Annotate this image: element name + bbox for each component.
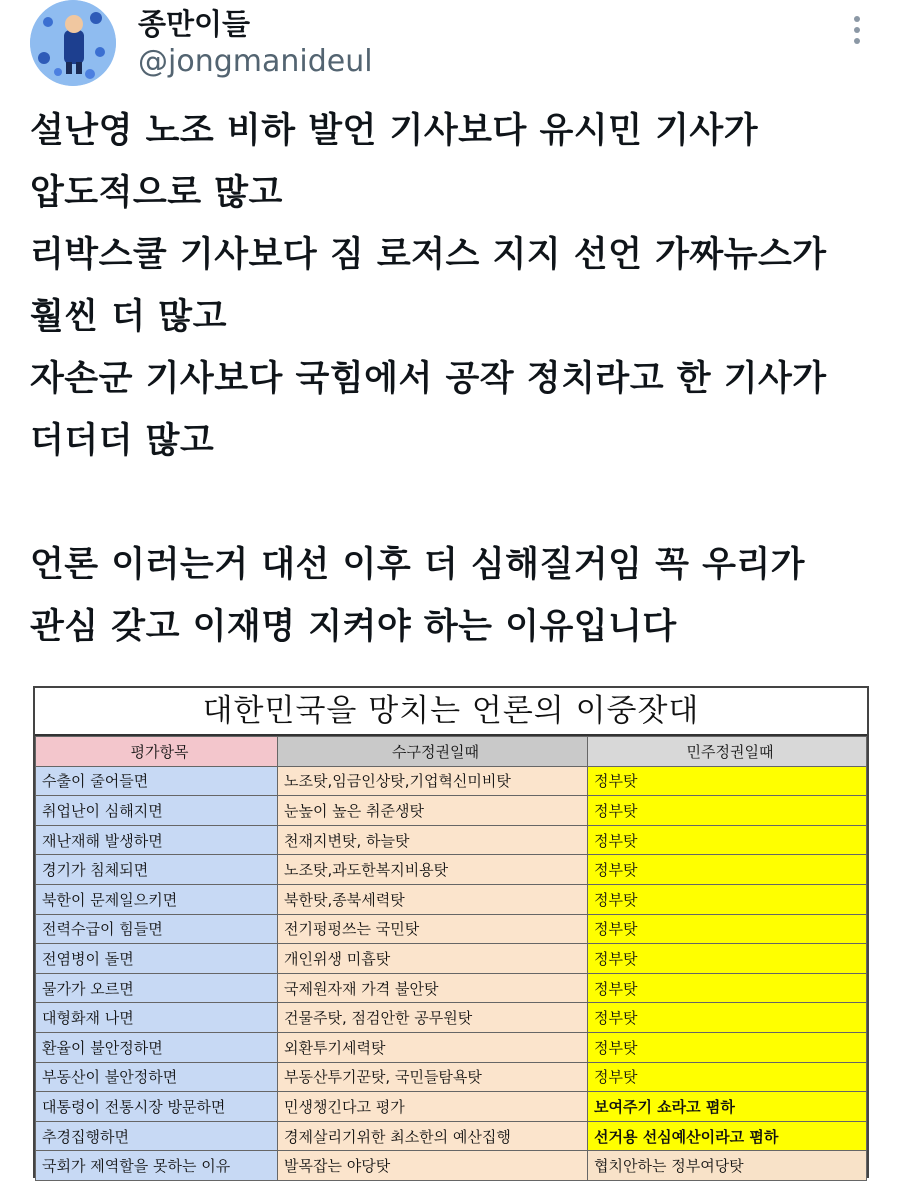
- conservative-cell: 민생챙긴다고 평가: [278, 1092, 588, 1122]
- criteria-cell: 대통령이 전통시장 방문하면: [36, 1092, 278, 1122]
- democratic-cell: 정부탓: [588, 855, 867, 885]
- democratic-cell: 정부탓: [588, 973, 867, 1003]
- tweet-line: 훨씬 더 많고: [30, 297, 227, 337]
- conservative-cell: 건물주탓, 점검안한 공무원탓: [278, 1003, 588, 1033]
- conservative-cell: 천재지변탓, 하늘탓: [278, 825, 588, 855]
- tweet-line: 언론 이러는거 대선 이후 더 심해질거임 꼭 우리가: [30, 545, 805, 585]
- tweet-line: 설난영 노조 비하 발언 기사보다 유시민 기사가: [30, 111, 759, 151]
- conservative-cell: 부동산투기꾼탓, 국민들탐욕탓: [278, 1062, 588, 1092]
- conservative-cell: 전기펑펑쓰는 국민탓: [278, 914, 588, 944]
- criteria-cell: 환율이 불안정하면: [36, 1032, 278, 1062]
- criteria-cell: 취업난이 심해지면: [36, 796, 278, 826]
- display-name[interactable]: 종만이들: [138, 7, 251, 41]
- attached-image[interactable]: [33, 686, 869, 1178]
- table-row: [36, 884, 867, 914]
- tweet-line: 리박스쿨 기사보다 짐 로저스 지지 선언 가짜뉴스가: [30, 235, 827, 275]
- conservative-cell: 경제살리기위한 최소한의 예산집행: [278, 1121, 588, 1151]
- democratic-cell: 선거용 선심예산이라고 폄하: [588, 1121, 867, 1151]
- tweet-line: 관심 갖고 이재명 지켜야 하는 이유입니다: [30, 607, 677, 647]
- table-row: [36, 944, 867, 974]
- table-row: [36, 973, 867, 1003]
- avatar-image: [30, 0, 116, 86]
- democratic-cell: 정부탓: [588, 914, 867, 944]
- user-handle[interactable]: @jongmanideul: [138, 44, 373, 79]
- avatar[interactable]: [30, 0, 116, 86]
- header-conservative: 수구정권일때: [278, 737, 588, 767]
- tweet-line: 자손군 기사보다 국힘에서 공작 정치라고 한 기사가: [30, 359, 827, 399]
- table-row: [36, 1003, 867, 1033]
- more-vertical-icon[interactable]: [852, 16, 862, 50]
- democratic-cell: 정부탓: [588, 944, 867, 974]
- table-row: [36, 766, 867, 796]
- double-standard-table: [35, 736, 867, 1181]
- table-header-row: [36, 737, 867, 767]
- table-row: [36, 1032, 867, 1062]
- democratic-cell: 정부탓: [588, 1062, 867, 1092]
- header-democratic: 민주정권일때: [588, 737, 867, 767]
- conservative-cell: 노조탓,임금인상탓,기업혁신미비탓: [278, 766, 588, 796]
- header-criteria: 평가항목: [36, 737, 278, 767]
- conservative-cell: 눈높이 높은 취준생탓: [278, 796, 588, 826]
- democratic-cell: 보여주기 쇼라고 폄하: [588, 1092, 867, 1122]
- conservative-cell: 발목잡는 야당탓: [278, 1151, 588, 1181]
- criteria-cell: 수출이 줄어들면: [36, 766, 278, 796]
- democratic-cell: 협치안하는 정부여당탓: [588, 1151, 867, 1181]
- table-row: [36, 825, 867, 855]
- criteria-cell: 전염병이 돌면: [36, 944, 278, 974]
- conservative-cell: 노조탓,과도한복지비용탓: [278, 855, 588, 885]
- tweet-line-blank: [30, 472, 880, 534]
- conservative-cell: 북한탓,종북세력탓: [278, 884, 588, 914]
- table-row: [36, 1151, 867, 1181]
- criteria-cell: 물가가 오르면: [36, 973, 278, 1003]
- democratic-cell: 정부탓: [588, 884, 867, 914]
- table-row: [36, 914, 867, 944]
- tweet-text: [30, 100, 880, 658]
- conservative-cell: 국제원자재 가격 불안탓: [278, 973, 588, 1003]
- conservative-cell: 외환투기세력탓: [278, 1032, 588, 1062]
- criteria-cell: 북한이 문제일으키면: [36, 884, 278, 914]
- table-row: [36, 1062, 867, 1092]
- tweet-header: [30, 0, 870, 92]
- democratic-cell: 정부탓: [588, 1032, 867, 1062]
- democratic-cell: 정부탓: [588, 766, 867, 796]
- table-row: [36, 1092, 867, 1122]
- criteria-cell: 부동산이 불안정하면: [36, 1062, 278, 1092]
- tweet-line: 더더더 많고: [30, 421, 215, 461]
- table-row: [36, 1121, 867, 1151]
- criteria-cell: 국회가 제역할을 못하는 이유: [36, 1151, 278, 1181]
- criteria-cell: 추경집행하면: [36, 1121, 278, 1151]
- democratic-cell: 정부탓: [588, 796, 867, 826]
- tweet-line: 압도적으로 많고: [30, 173, 283, 213]
- image-table-title: 대한민국을 망치는 언론의 이중잣대: [35, 688, 867, 736]
- table-row: [36, 796, 867, 826]
- criteria-cell: 경기가 침체되면: [36, 855, 278, 885]
- criteria-cell: 재난재해 발생하면: [36, 825, 278, 855]
- criteria-cell: 전력수급이 힘들면: [36, 914, 278, 944]
- conservative-cell: 개인위생 미흡탓: [278, 944, 588, 974]
- table-row: [36, 855, 867, 885]
- democratic-cell: 정부탓: [588, 825, 867, 855]
- criteria-cell: 대형화재 나면: [36, 1003, 278, 1033]
- democratic-cell: 정부탓: [588, 1003, 867, 1033]
